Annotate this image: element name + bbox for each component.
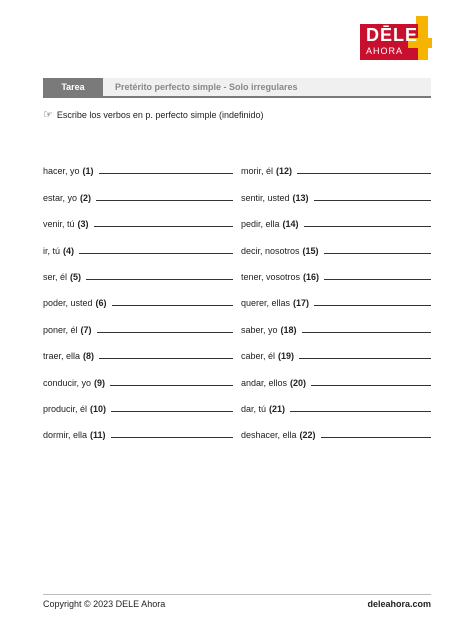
answer-line[interactable] [99,173,233,174]
exercise-number: (20) [290,377,307,388]
exercise-row [43,335,233,361]
verb-prompt: tener, vosotros [241,271,301,282]
exercise-column-left [43,150,233,440]
answer-line[interactable] [86,279,233,280]
answer-line[interactable] [304,226,431,227]
exercise-row [241,229,431,255]
exercise-row [43,150,233,176]
exercise-number: (9) [94,377,106,388]
exercise-number: (1) [82,166,94,177]
exercise-number: (2) [80,192,92,203]
exercise-column-right [241,150,431,440]
answer-line[interactable] [324,279,431,280]
exercise-row [43,229,233,255]
exercise-number: (16) [303,271,320,282]
exercise-row [43,308,233,334]
exercise-row [241,176,431,202]
instruction-text: Escribe los verbos en p. perfecto simple (indefinido) [56,110,264,120]
verb-prompt: deshacer, ella [241,430,297,441]
answer-line[interactable] [299,358,431,359]
verb-prompt: andar, ellos [241,377,288,388]
verb-prompt: venir, tú [43,219,75,230]
exercise-number: (15) [302,245,319,256]
exercise-row [43,203,233,229]
answer-line[interactable] [111,411,233,412]
verb-prompt: decir, nosotros [241,245,300,256]
answer-line[interactable] [94,226,233,227]
exercise-row [241,150,431,176]
footer-divider [43,594,431,595]
exercise-row [241,282,431,308]
footer-site-link[interactable]: deleahora.com [367,599,431,609]
pointing-hand-icon: ☞ [43,109,53,121]
answer-line[interactable] [290,411,431,412]
verb-prompt: pedir, ella [241,219,280,230]
answer-line[interactable] [79,253,233,254]
verb-prompt: sentir, usted [241,192,290,203]
answer-line[interactable] [314,305,431,306]
exercise-number: (4) [63,245,75,256]
exercise-number: (14) [282,219,299,230]
exercise-row [43,282,233,308]
verb-prompt: estar, yo [43,192,78,203]
verb-prompt: ir, tú [43,245,61,256]
exercise-row [241,388,431,414]
exercise-number: (10) [90,403,107,414]
answer-line[interactable] [97,332,233,333]
exercise-number: (21) [269,403,286,414]
verb-prompt: conducir, yo [43,377,92,388]
answer-line[interactable] [302,332,431,333]
task-tag: Tarea [43,78,103,96]
exercise-number: (12) [276,166,293,177]
verb-prompt: dar, tú [241,403,267,414]
exercise-row [43,414,233,440]
verb-prompt: producir, él [43,403,88,414]
exercise-row [241,203,431,229]
answer-line[interactable] [311,385,431,386]
verb-prompt: querer, ellas [241,298,291,309]
exercise-number: (11) [90,430,106,441]
answer-line[interactable] [99,358,233,359]
answer-line[interactable] [112,305,233,306]
exercise-number: (13) [292,192,309,203]
logo-text-ahora: AHORA [366,46,404,56]
answer-line[interactable] [96,200,233,201]
exercise-number: (19) [278,351,295,362]
exercise-row [43,256,233,282]
exercise-row [43,361,233,387]
exercise-number: (18) [280,324,297,335]
verb-prompt: poder, usted [43,298,93,309]
exercise-number: (6) [95,298,107,309]
answer-line[interactable] [324,253,431,254]
answer-line[interactable] [321,437,431,438]
footer-copyright: Copyright © 2023 DELE Ahora [43,599,166,609]
answer-line[interactable] [314,200,431,201]
exercise-row [43,388,233,414]
instruction [43,108,263,122]
verb-prompt: dormir, ella [43,430,88,441]
exercise-number: (5) [70,271,82,282]
answer-line[interactable] [110,385,233,386]
task-header [43,78,431,98]
exercise-row [241,414,431,440]
dele-ahora-logo [360,16,432,60]
exercise-row [241,335,431,361]
verb-prompt: traer, ella [43,351,81,362]
exercise-row [241,308,431,334]
verb-prompt: caber, él [241,351,276,362]
verb-prompt: saber, yo [241,324,278,335]
logo-text-dele: DĒLE [366,25,419,45]
answer-line[interactable] [297,173,431,174]
answer-line[interactable] [111,437,233,438]
exercise-number: (7) [80,324,92,335]
exercise-number: (8) [83,351,95,362]
verb-prompt: ser, él [43,271,68,282]
verb-prompt: morir, él [241,166,274,177]
verb-prompt: poner, él [43,324,78,335]
exercise-row [241,361,431,387]
exercise-row [43,176,233,202]
exercise-number: (3) [77,219,89,230]
exercise-number: (22) [299,430,316,441]
task-title: Pretérito perfecto simple - Solo irregulares [115,82,298,92]
verb-prompt: hacer, yo [43,166,80,177]
exercise-number: (17) [293,298,310,309]
exercise-row [241,256,431,282]
